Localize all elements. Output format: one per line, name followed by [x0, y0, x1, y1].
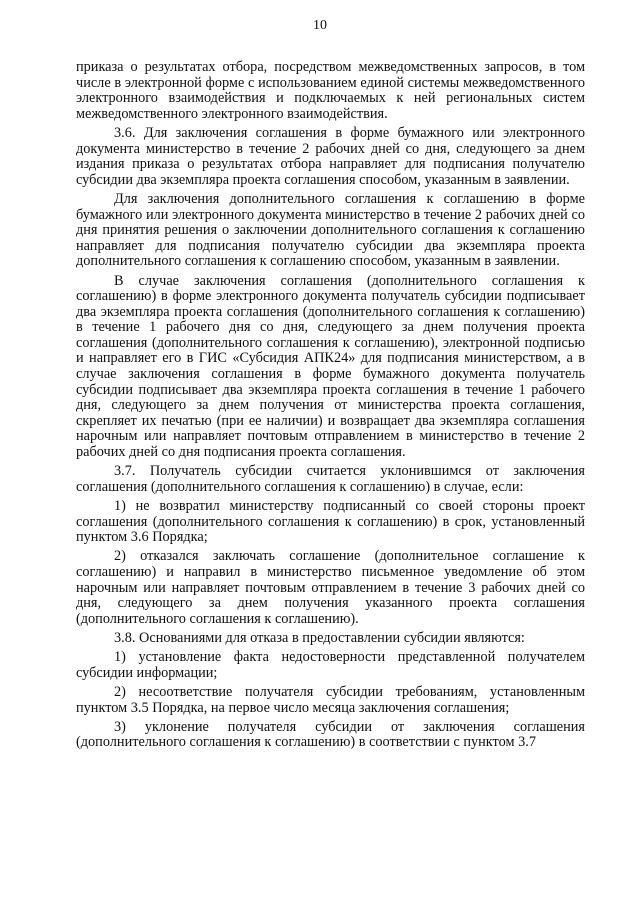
- document-body: [76, 60, 585, 751]
- paragraph-3-7: 3.7. Получатель субсидии считается уклонившимся от заключения соглашения (дополнительного соглашения к соглашению) в случае, если:: [76, 463, 585, 495]
- list-item-3-8-3: 3) уклонение получателя субсидии от заключения соглашения (дополнительного соглашения к соглашению) в соответствии с пунктом 3.7: [76, 718, 585, 751]
- page-number: 10: [313, 18, 327, 33]
- list-item-3-8-1: 1) установление факта недостоверности представленной получателем субсидии информации;: [76, 649, 585, 681]
- paragraph-3-8: 3.8. Основаниями для отказа в предоставлении субсидии являются:: [114, 629, 525, 646]
- list-item-3-7-1: 1) не возвратил министерству подписанный со своей стороны проект соглашения (дополнительного соглашения к соглашению) в срок, установленный пунктом 3.6 Порядка;: [76, 498, 585, 546]
- list-item-3-8-2: 2) несоответствие получателя субсидии требованиям, установленным пунктом 3.5 Порядка, на первое число месяца заключения соглашения;: [76, 683, 585, 716]
- list-item-3-7-2: 2) отказался заключать соглашение (дополнительное соглашение к соглашению) и направил в министерство письменное уведомление об этом нарочным или направляет почтовым отправлением в течение 3 рабочих дней со дня, следующего за днем получения указанного проекта соглашения (дополнительного соглашения к соглашению).: [76, 548, 585, 627]
- paragraph-signing-procedure: В случае заключения соглашения (дополнительного соглашения к соглашению) в форме электронного документа получатель субсидии подписывает два экземпляра проекта соглашения (дополнительного соглашения к соглашению) в течение 1 рабочего дня со дня, следующего за днем получения проекта соглашения (дополнительного соглашения к соглашению), электронной подписью и направляет его в ГИС «Субсидия АПК24» для подписания министерством, а в случае заключения соглашения в форме бумажного документа получатель субсидии подписывает два экземпляра проекта соглашения в течение 1 рабочего дня, следующего за днем получения от министерства проекта соглашения, скрепляет их печатью (при ее наличии) и возвращает два экземпляра соглашения нарочным или направляет почтовым отправлением в министерство в течение 2 рабочих дней со дня подписания проекта соглашения.: [76, 272, 585, 461]
- paragraph-3-6: 3.6. Для заключения соглашения в форме бумажного или электронного документа министерство в течение 2 рабочих дней со дня, следующего за днем издания приказа о результатах отбора направляет для подписания получателю субсидии два экземпляра проекта соглашения способом, указанным в заявлении.: [76, 124, 585, 188]
- paragraph-additional-agreement: Для заключения дополнительного соглашения к соглашению в форме бумажного или электронного документа министерство в течение 2 рабочих дней со дня принятия решения о заключении дополнительного соглашения к соглашению направляет для подписания получателю субсидии два экземпляра проекта дополнительного соглашения к соглашению способом, указанным в заявлении.: [76, 190, 585, 270]
- paragraph-continuation: приказа о результатах отбора, посредством межведомственных запросов, в том числе в электронной форме с использованием единой системы межведомственного электронного взаимодействия и подключаемых к ней региональных систем межведомственного электронного взаимодействия.: [76, 59, 585, 122]
